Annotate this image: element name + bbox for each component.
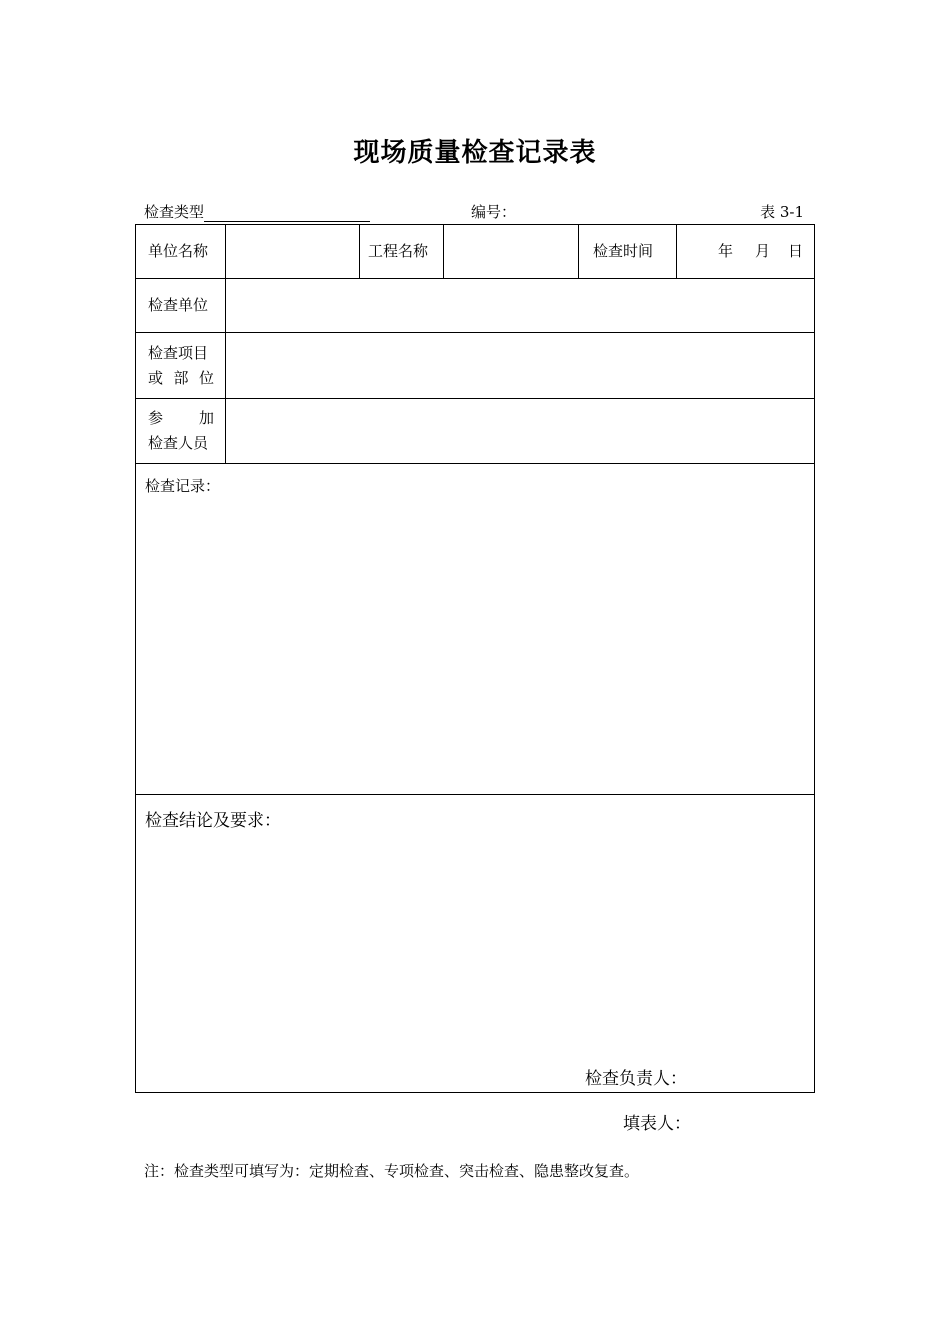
check-record-label: 检查记录： (145, 477, 221, 495)
filler-label: 填表人： (623, 1114, 691, 1134)
conclusion-area[interactable] (137, 835, 814, 1055)
column-divider (676, 225, 677, 279)
supervisor-label: 检查负责人： (585, 1069, 687, 1089)
page-title: 现场质量检查记录表 (353, 138, 597, 168)
column-divider (578, 225, 579, 279)
form-number-label: 表 3-1 (760, 203, 804, 221)
conclusion-label: 检查结论及要求： (145, 811, 281, 831)
footnote: 注：检查类型可填写为：定期检查、专项检查、突击检查、隐患整改复查。 (144, 1162, 640, 1180)
check-unit-input[interactable] (226, 279, 814, 331)
check-time-date[interactable] (718, 239, 803, 264)
check-type-label: 检查类型 (144, 203, 205, 221)
participants-label-line2: 检查人员 (148, 434, 209, 452)
date-day-label: 日 (788, 242, 804, 260)
unit-name-label: 单位名称 (148, 242, 209, 260)
unit-name-input[interactable] (226, 226, 358, 278)
check-time-label: 检查时间 (593, 242, 654, 260)
column-divider (359, 225, 360, 279)
row-divider (136, 794, 814, 795)
date-year-label: 年 (718, 242, 734, 260)
inspection-form-table (135, 224, 815, 1093)
project-name-label: 工程名称 (368, 242, 429, 260)
check-item-label-line1: 检查项目 (148, 344, 209, 362)
check-type-field (144, 201, 370, 222)
participants-input[interactable] (226, 399, 814, 462)
row-divider (136, 463, 814, 464)
check-unit-label: 检查单位 (148, 296, 209, 314)
check-type-blank[interactable] (204, 206, 370, 222)
date-month-label: 月 (755, 242, 771, 260)
check-item-input[interactable] (226, 333, 814, 397)
participants-label-line1: 参 加 (148, 409, 214, 427)
check-record-area[interactable] (137, 500, 814, 792)
serial-number-label: 编号： (471, 203, 517, 221)
check-item-label-line2: 或 部 位 (148, 369, 214, 387)
project-name-input[interactable] (444, 226, 577, 278)
